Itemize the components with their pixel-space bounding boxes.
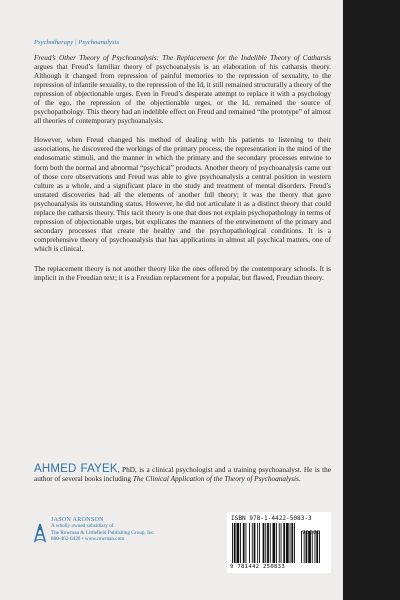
barcode-bar [291,523,293,563]
publisher-block [51,517,155,543]
description-paragraph-1-text: argues that Freud’s familiar theory of psychoanalysis is an elaboration of his catharsis theory. Although it changed from repression of painful memories to the repression of sexuality, to the repression of infantile sexuality, to the repression of the Id, it still remained structurally a theory of the repression of objectionable urges. Even in Freud’s desperate attempt to replace it with a psychology of the ego, the repression of the objectionable urges, or the Id, remained the source of psychopathology. This theory had an indelible effect on Freud and remained “the prototype” of almost all theories of contemporary psychoanalysis. [34,63,331,126]
barcode-bar [257,523,258,563]
spine-band [343,0,400,600]
author-book-title: The Clinical Application of the Theory of Psychoanalysis [132,475,299,484]
barcode-bar [294,523,295,563]
book-title-italic: Freud’s Other Theory of Psychoanalysis: The Replacement for the Indelible Theory of Catharsis [34,54,331,62]
barcode-bar [273,523,276,563]
barcode-bar [286,523,289,563]
barcode-bar [276,523,277,563]
barcode-bar [259,523,260,563]
price-code: 90000 [302,530,321,536]
barcode-bar [281,523,282,563]
barcode-numbers [230,530,330,570]
author-bio [34,465,331,484]
publisher-name: JASON ARONSON [51,517,104,523]
barcode-bar [234,523,236,563]
barcode-bar [249,523,250,563]
barcode-bar [240,523,241,563]
publisher-line-3: 800-462-6420 • www.rowman.com [51,536,125,543]
barcode-bar [265,523,266,563]
description-paragraph-1 [34,54,331,126]
description [34,54,331,292]
publisher-line-2: The Rowman & Littlefield Publishing Group, Inc. [51,529,156,536]
description-paragraph-2: However, when Freud changed his method of dealing with his patients to listening to their associations, he discovered the workings of the primary process, the representation in the mind of the endosomatic stimuli, and the manner in which the primary and the secondary processes entwine to form both the normal and abnormal “psychical” products. Another theory of psychoanalysis came out of those core observations and Freud was able to give psychoanalysis a central position in western culture as a whole, and a significant place in the study and treatment of mental disorders. Freud’s unstated discoveries had all the elements of another full theory; it was the theory that gave psychoanalysis its outstanding status. However, he did not articulate it as a distinct theory that could replace the catharsis theory. This tacit theory is one that does not explain psychopathology in terms of repression of objectionable urges, but explicates the manners of the entwinement of the primary and secondary processes that create the healthy and the psychopathological conditions. It is a comprehensive theory of psychoanalysis that has applications in almost all psychical matters, one of which is clinical. [34,136,331,253]
barcode-bar [270,523,271,563]
ean-number: 9 781442 250833 [230,564,286,570]
barcode-bar [254,523,256,563]
barcode-bar [237,523,240,563]
barcode-bar [232,523,233,563]
category-label: Psychotherapy | Psychoanalysis [34,39,119,46]
barcode-box [227,512,331,573]
barcode-bar [279,523,280,563]
description-paragraph-3: The replacement theory is not another theory like the ones offered by the contemporary schools. It is implicit in the Freudian text; it is a Freudian replacement for a popular, but flawed, Freudian theory. [34,264,331,283]
barcode-bar [267,523,269,563]
isbn-label: ISBN 978-1-4422-5083-3 [231,515,312,522]
author-bio-suffix: . [298,475,301,484]
barcode-bar [246,523,247,563]
barcode-bar [283,523,285,563]
publisher-line-1: A wholly owned subsidiary of [51,523,114,530]
barcode-bar [252,523,253,563]
author-name: AHMED FAYEK [34,463,118,475]
barcode-bar [263,523,265,563]
author-bio-prefix: , PhD, is a clinical psychologist and a training psychoanalyst. He is the author of several books including [34,466,331,484]
barcode-bar [243,523,245,563]
barcode-graphic [231,523,327,563]
barcode-bar [290,523,291,563]
aronson-a-icon [33,523,47,548]
